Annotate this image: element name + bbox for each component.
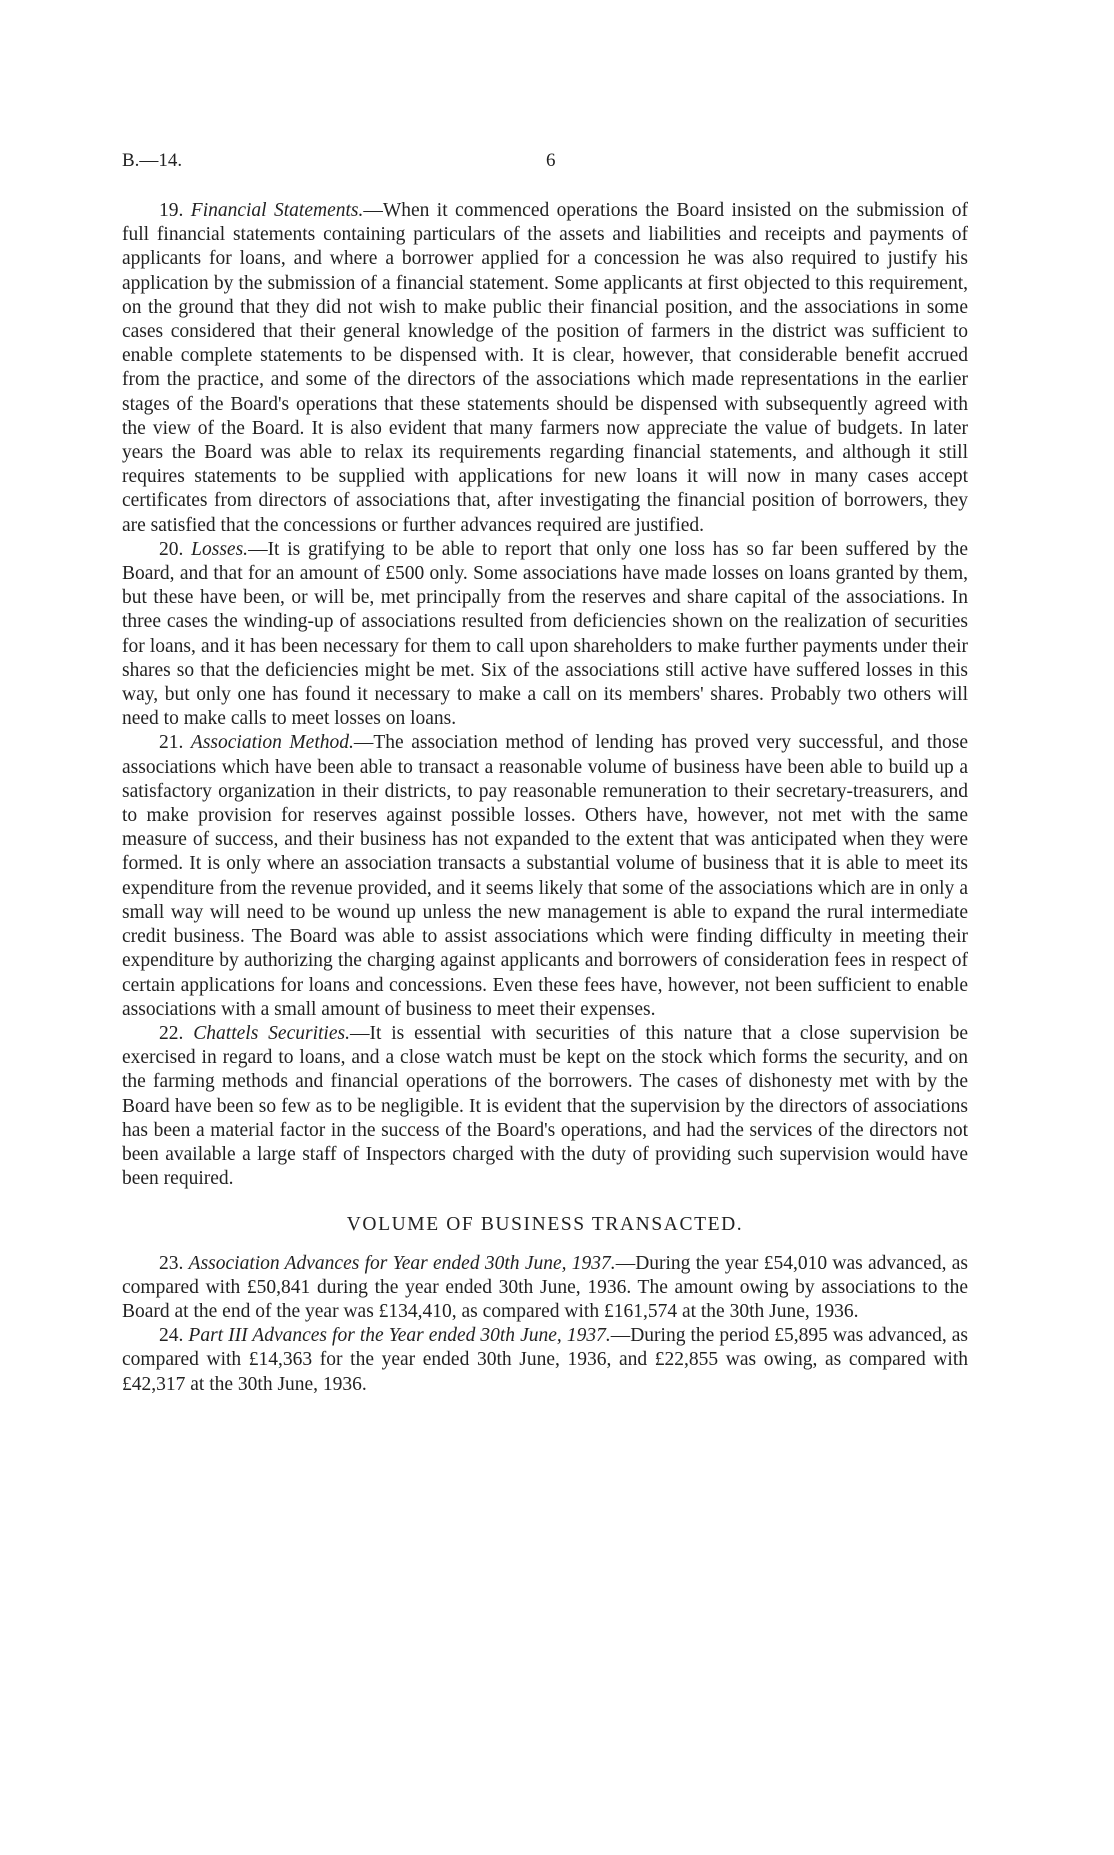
paragraph-number: 24.: [159, 1325, 184, 1347]
paragraph-number: 19.: [159, 200, 184, 221]
page-header: [122, 150, 968, 180]
paragraph-title: Chattels Securities.: [193, 1022, 350, 1044]
paragraph-23: [122, 1252, 968, 1325]
paragraph-19: [122, 199, 968, 538]
paragraph-22: [122, 1022, 968, 1191]
paragraph-number: 23.: [159, 1252, 184, 1274]
paragraph-text: —The association method of lending has proved very successful, and those associations which have been able to transact a reasonable volume of business have been able to build up a satisfactory organization in their districts, to pay reasonable remuneration to their secretary-treasurers, and to make provision for reserves against possible losses. Others have, however, not met with the same measure of success, and their business has not expanded to the extent that was anticipated when they were formed. It is only where an association transacts a substantial volume of business that it is able to meet its expenditure from the revenue provided, and it seems likely that some of the associations which are in only a small way will need to be wound up unless the new management is able to expand the rural intermediate credit business. The Board was able to assist associations which were finding difficulty in meeting their expenditure by authorizing the charging against applicants and borrowers of consideration fees in respect of certain applications for loans and concessions. Even these fees have, however, not been sufficient to enable associations with a small amount of business to meet their expenses.: [122, 732, 968, 1020]
paragraph-text: —It is gratifying to be able to report that only one loss has so far been suffered by the Board, and that for an amount of £500 only. Some associations have made losses on loans granted by them, but these have been, or will be, met principally from the reserves and share capital of the associations. In three cases the winding-up of associations resulted from deficiencies shown on the realization of securities for loans, and it has been necessary for them to call upon shareholders to make further payments under their shares so that the deficiencies might be met. Six of the associations still active have suffered losses in this way, but only one has found it necessary to make a call on its members' shares. Probably two others will need to make calls to meet losses on loans.: [122, 538, 969, 730]
paragraph-text: —It is essential with securities of this nature that a close supervision be exercised in regard to loans, and a close watch must be kept on the stock which forms the security, and on the farming methods and financial operations of the borrowers. The cases of dishonesty met with by the Board have been so few as to be negligible. It is evident that the supervision by the directors of associations has been a material factor in the success of the Board's operations, and had the services of the directors not been available a large staff of Inspectors charged with the duty of providing such supervision would have been required.: [122, 1022, 968, 1190]
section-heading: VOLUME OF BUSINESS TRANSACTED.: [346, 1214, 744, 1236]
paragraph-title: Association Method.: [190, 732, 354, 754]
document-body: [122, 199, 968, 1397]
paragraph-number: 20.: [159, 538, 184, 560]
paragraph-21: [122, 731, 968, 1021]
paragraph-title: Part III Advances for the Year ended 30th June, 1937.: [188, 1325, 611, 1347]
paragraph-text: —When it commenced operations the Board insisted on the submission of full financial statements containing particulars of the assets and liabilities and receipts and payments of applicants for loans, and where a borrower applied for a concession he was also required to justify his application by the submission of a financial statement. Some applicants at first objected to this requirement, on the ground that they did not wish to make public their financial position, and the associations in some cases considered that their general knowledge of the position of farmers in the district was sufficient to enable complete statements to be dispensed with. It is clear, however, that considerable benefit accrued from the practice, and some of the directors of the associations which made representations in the earlier stages of the Board's operations that these statements should be dispensed with subsequently agreed with the view of the Board. It is also evident that many farmers now appreciate the value of budgets. In later years the Board was able to relax its requirements regarding financial statements, and although it still requires statements to be supplied with applications for new loans it will now in many cases accept certificates from directors of associations that, after investigating the financial position of borrowers, they are satisfied that the concessions or further advances required are justified.: [122, 200, 969, 536]
paragraph-number: 22.: [159, 1022, 184, 1044]
document-reference: B.—14.: [122, 150, 183, 171]
paragraph-number: 21.: [159, 732, 184, 754]
paragraph-text: —During the period £5,895 was advanced, as compared with £14,363 for the year ended 30th June, 1936, and £22,855 was owing, as compared with £42,317 at the 30th June, 1936.: [122, 1325, 969, 1395]
paragraph-text: —During the year £54,010 was advanced, as compared with £50,841 during the year ended 30th June, 1936. The amount owing by associations to the Board at the end of the year was £134,410, as compared with £161,574 at the 30th June, 1936.: [122, 1252, 969, 1322]
paragraph-24: [122, 1324, 968, 1397]
paragraph-title: Losses.: [191, 538, 249, 560]
page-number: 6: [546, 150, 556, 171]
paragraph-20: [122, 538, 968, 732]
paragraph-title: Association Advances for Year ended 30th June, 1937.: [188, 1252, 616, 1274]
paragraph-title: Financial Statements.: [190, 200, 364, 221]
